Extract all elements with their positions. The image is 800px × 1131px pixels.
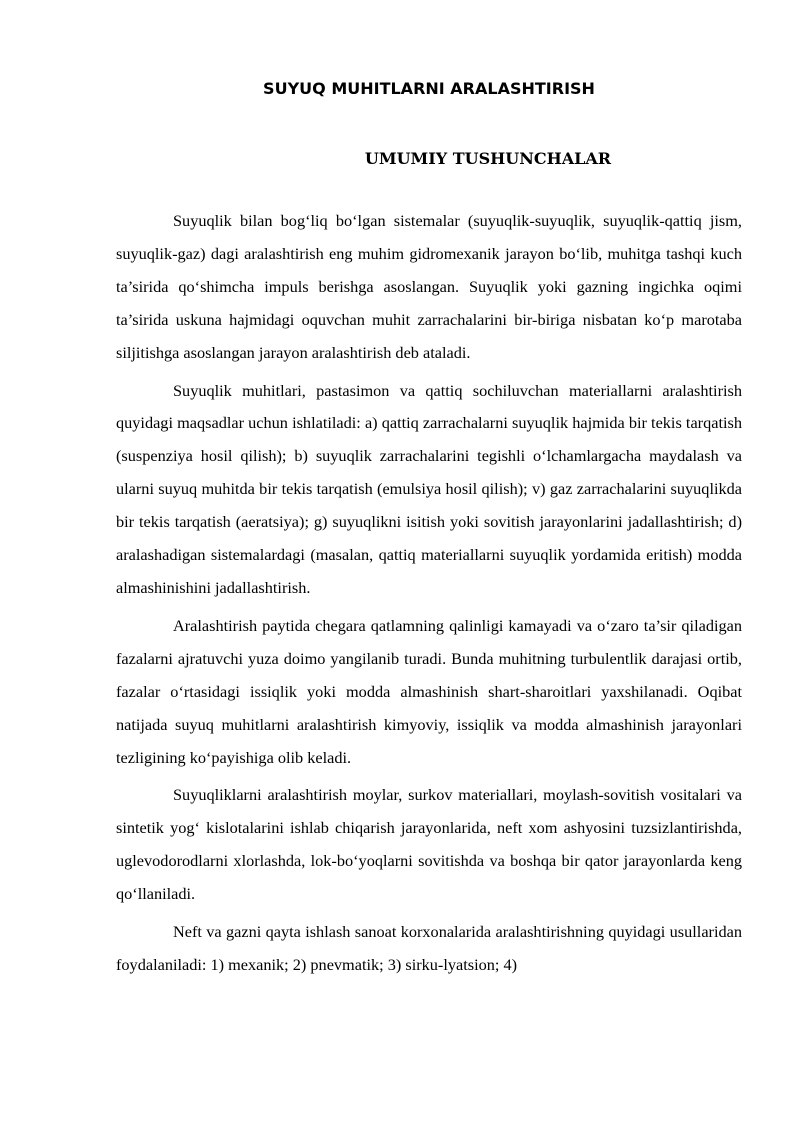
document-body (116, 205, 742, 987)
paragraph: Suyuqliklarni aralashtirish moylar, surkov materiallari, moylash-sovitish vositalari va sintetik yog‘ kislotalarini ishlab chiqarish jarayonlarida, neft xom ashyosini tuzsizlantirishda, uglevodorodlarni xlorlashda, lok-bo‘yoqlarni sovitishda va boshqa bir qator jarayonlarda keng qo‘llaniladi. (116, 785, 742, 904)
paragraph: Neft va gazni qayta ishlash sanoat korxonalarida aralashtirishning quyidagi usullaridan foydalaniladi: 1) mexanik; 2) pnevmatik; 3) sirku-lyatsion; 4) (116, 922, 742, 974)
document-title: SUYUQ MUHITLARNI ARALASHTIRISH (263, 79, 595, 98)
paragraph: Suyuqlik muhitlari, pastasimon va qattiq sochiluvchan materiallarni aralashtirish quyidagi maqsadlar uchun ishlatiladi: a) qattiq zarrachalarni suyuqlik hajmida bir tekis tarqatish (suspenziya hosil qilish); b) suyuqlik zarrachalarini tegishli o‘lchamlargacha maydalash va ularni suyuq muhitda bir tekis tarqatish (emulsiya hosil qilish); v) gaz zarrachalarini suyuqlikda bir tekis tarqatish (aeratsiya); g) suyuqlikni isitish yoki sovitish jarayonlarini jadallashtirish; d) aralashadigan sistemalardagi (masalan, qattiq materiallarni suyuqlik yordamida eritish) modda almashinishini jadallashtirish. (116, 380, 742, 597)
paragraph: Suyuqlik bilan bog‘liq bo‘lgan sistemalar (suyuqlik-suyuqlik, suyuqlik-qattiq jism, suyuqlik-gaz) dagi aralashtirish eng muhim gidromexanik jarayon bo‘lib, muhitga tashqi kuch ta’sirida qo‘shimcha impuls berishga asoslangan. Suyuqlik yoki gazning ingichka oqimi ta’sirida uskuna hajmidagi oquvchan muhit zarrachalarini bir-biriga nisbatan ko‘p marotaba siljitishga asoslangan jarayon aralashtirish deb ataladi. (116, 211, 742, 362)
section-heading: UMUMIY TUSHUNCHALAR (364, 149, 612, 168)
paragraph: Aralashtirish paytida chegara qatlamning qalinligi kamayadi va o‘zaro ta’sir qiladigan fazalarni ajratuvchi yuza doimo yangilanib turadi. Bunda muhitning turbulentlik darajasi ortib, fazalar o‘rtasidagi issiqlik yoki modda almashinish shart-sharoitlari yaxshilanadi. Oqibat natijada suyuq muhitlarni aralashtirish kimyoviy, issiqlik va modda almashinish jarayonlari tezligining ko‘payishiga olib keladi. (116, 615, 742, 767)
